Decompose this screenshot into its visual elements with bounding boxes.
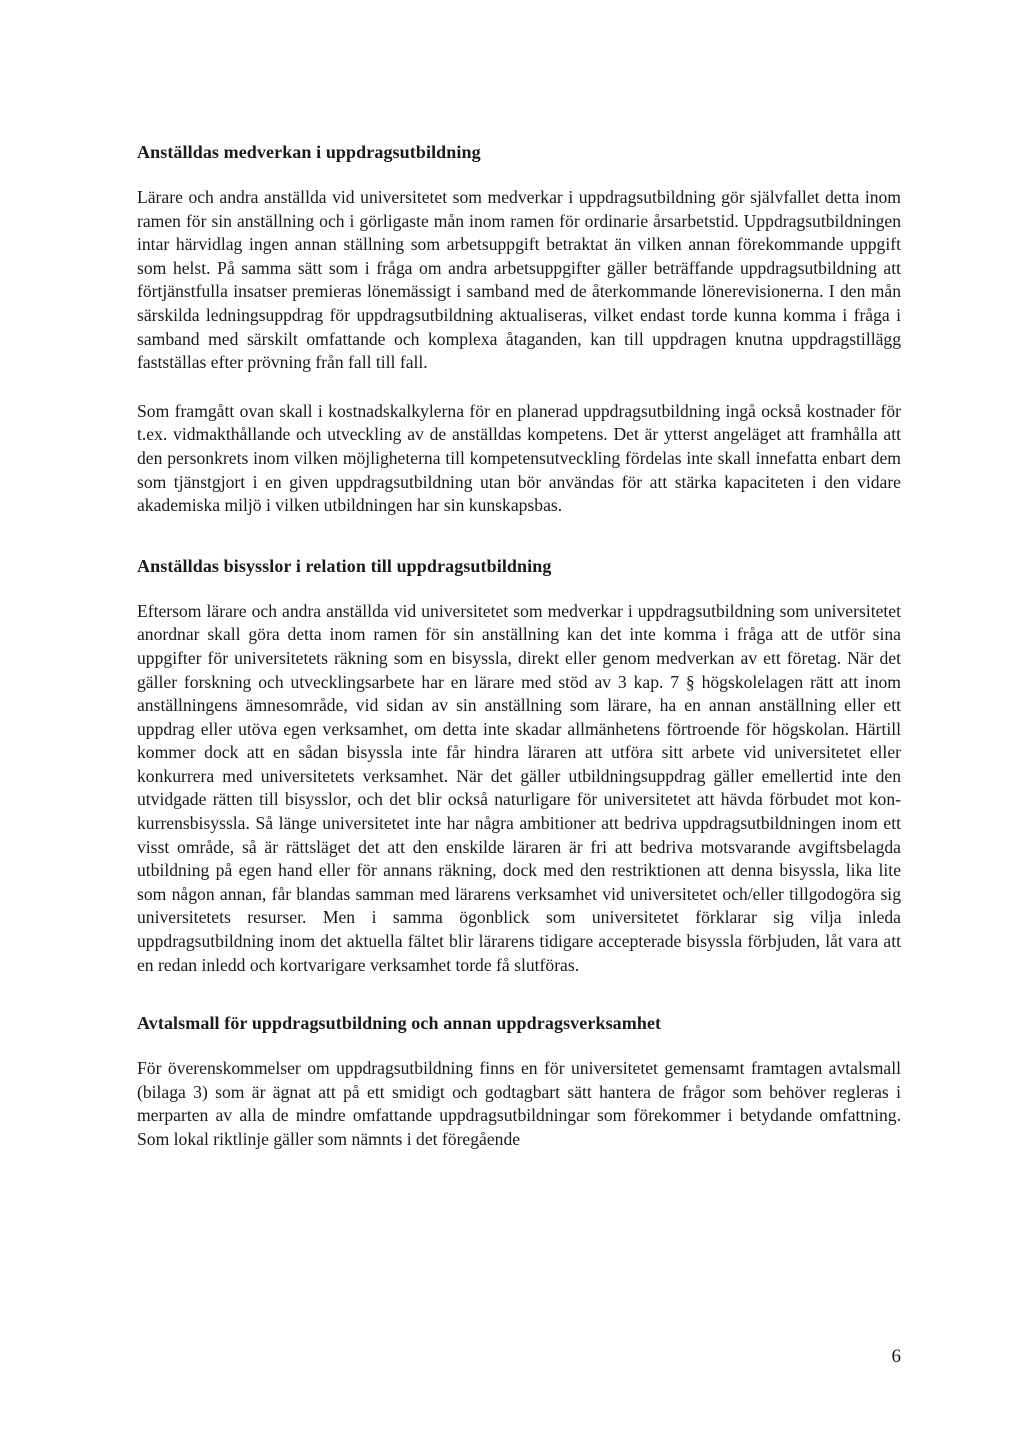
paragraph: Lärare och andra anställda vid universitetet som medverkar i uppdragsutbildning gör självfallet detta inom ramen för sin anställning och i görligaste mån inom ramen för ordinarie årsarbetstid. Uppdragsutbildningen intar härvidlag ingen annan ställning som arbetsuppgift betraktat än vilken annan förekommande uppgift som helst. På samma sätt som i fråga om andra arbetsuppgifter gäller beträffande uppdragsutbildning att förtjänstfulla insatser premieras lönemässigt i samband med de återkommande lönerevisionerna. I den mån särskilda ledningsuppdrag för uppdragsutbildning aktualiseras, vilket endast torde kunna komma i fråga i samband med särskilt omfattande och komplexa åtaganden, kan till uppdragen knutna uppdragstillägg fastställas efter prövning från fall till fall. bbox=[137, 187, 901, 373]
section-heading: Avtalsmall för uppdragsutbildning och annan uppdragsverksamhet bbox=[137, 1013, 662, 1034]
section-heading: Anställdas medverkan i uppdragsutbildning bbox=[137, 142, 481, 162]
page-number: 6 bbox=[891, 1346, 901, 1367]
section-secondary-occupations bbox=[137, 554, 901, 978]
paragraph: För överenskommelser om uppdragsutbildning finns en för universitetet gemensamt framtagen avtalsmall (bilaga 3) som är ägnat att på ett smidigt och godtagbart sätt hantera de frågor som behöver regleras i merparten av alla de mindre omfattande uppdragsutbildningar som förekommer i betydande omfattning. Som lokal riktlinje gäller som nämnts i det föregående bbox=[137, 1058, 901, 1149]
section-agreement-template bbox=[137, 1011, 901, 1151]
section-employee-participation bbox=[137, 140, 901, 518]
paragraph: Eftersom lärare och andra anställda vid universitetet som medverkar i uppdragsutbildning som universitetet anordnar skall göra detta inom ramen för sin anställning kan det inte komma i fråga att de utför sina uppgifter för universitetets räkning som en bisyssla, direkt eller genom medverkan av ett företag. När det gäller forskning och utvecklingsarbete har en lärare med stöd av 3 kap. 7 § högskolelagen rätt att inom anställningens ämnesområde, vid sidan av sin anställning som lärare, ha en annan anställning eller ett uppdrag eller utöva egen verksamhet, om detta inte skadar allmänhetens förtroende för högskolan. Härtill kommer dock att en sådan bisyssla inte får hindra läraren att utföra sitt arbete vid universitetet eller konkurrera med universitetets verksamhet. När det gäller utbildningsuppdrag gäller emellertid inte den utvidgade rätten till bisysslor, och det blir också naturligare för universitetet att hävda förbudet mot konkurrensbisyssla. Så länge universitetet inte har några ambitioner att bedriva uppdragsutbildningen inom ett visst område, så är rättsläget det att den enskilde läraren är fri att bedriva motsvarande avgiftsbelagda utbildning på egen hand eller för annans räkning, dock med den restriktionen att denna bisyssla, lika lite som någon annan, får blandas samman med lärarens verksamhet vid universitetet och/eller tillgodogöra sig universitetets resurser. Men i samma ögonblick som universitetet förklarar sig vilja inleda uppdragsutbildning inom det aktuella fältet blir lärarens tidigare accepterade bisyssla förbjuden, låt vara att en redan inledd och kortvarigare verksamhet torde få slutföras. bbox=[137, 600, 901, 975]
section-heading: Anställdas bisysslor i relation till uppdragsutbildning bbox=[137, 555, 552, 576]
paragraph: Som framgått ovan skall i kostnadskalkylerna för en planerad uppdragsutbildning ingå också kostnader för t.ex. vidmakthållande och utveckling av de anställdas kompetens. Det är ytterst angeläget att framhålla att den personkrets inom vilken möjligheterna till kompetensutveckling fördelas inte skall innefatta enbart dem som tjänstgjort i en given uppdragsutbildning utan bör användas för att stärka kapaciteten i den vidare akademiska miljö i vilken utbildningen har sin kunskapsbas. bbox=[137, 400, 901, 516]
document-page bbox=[137, 140, 901, 1177]
